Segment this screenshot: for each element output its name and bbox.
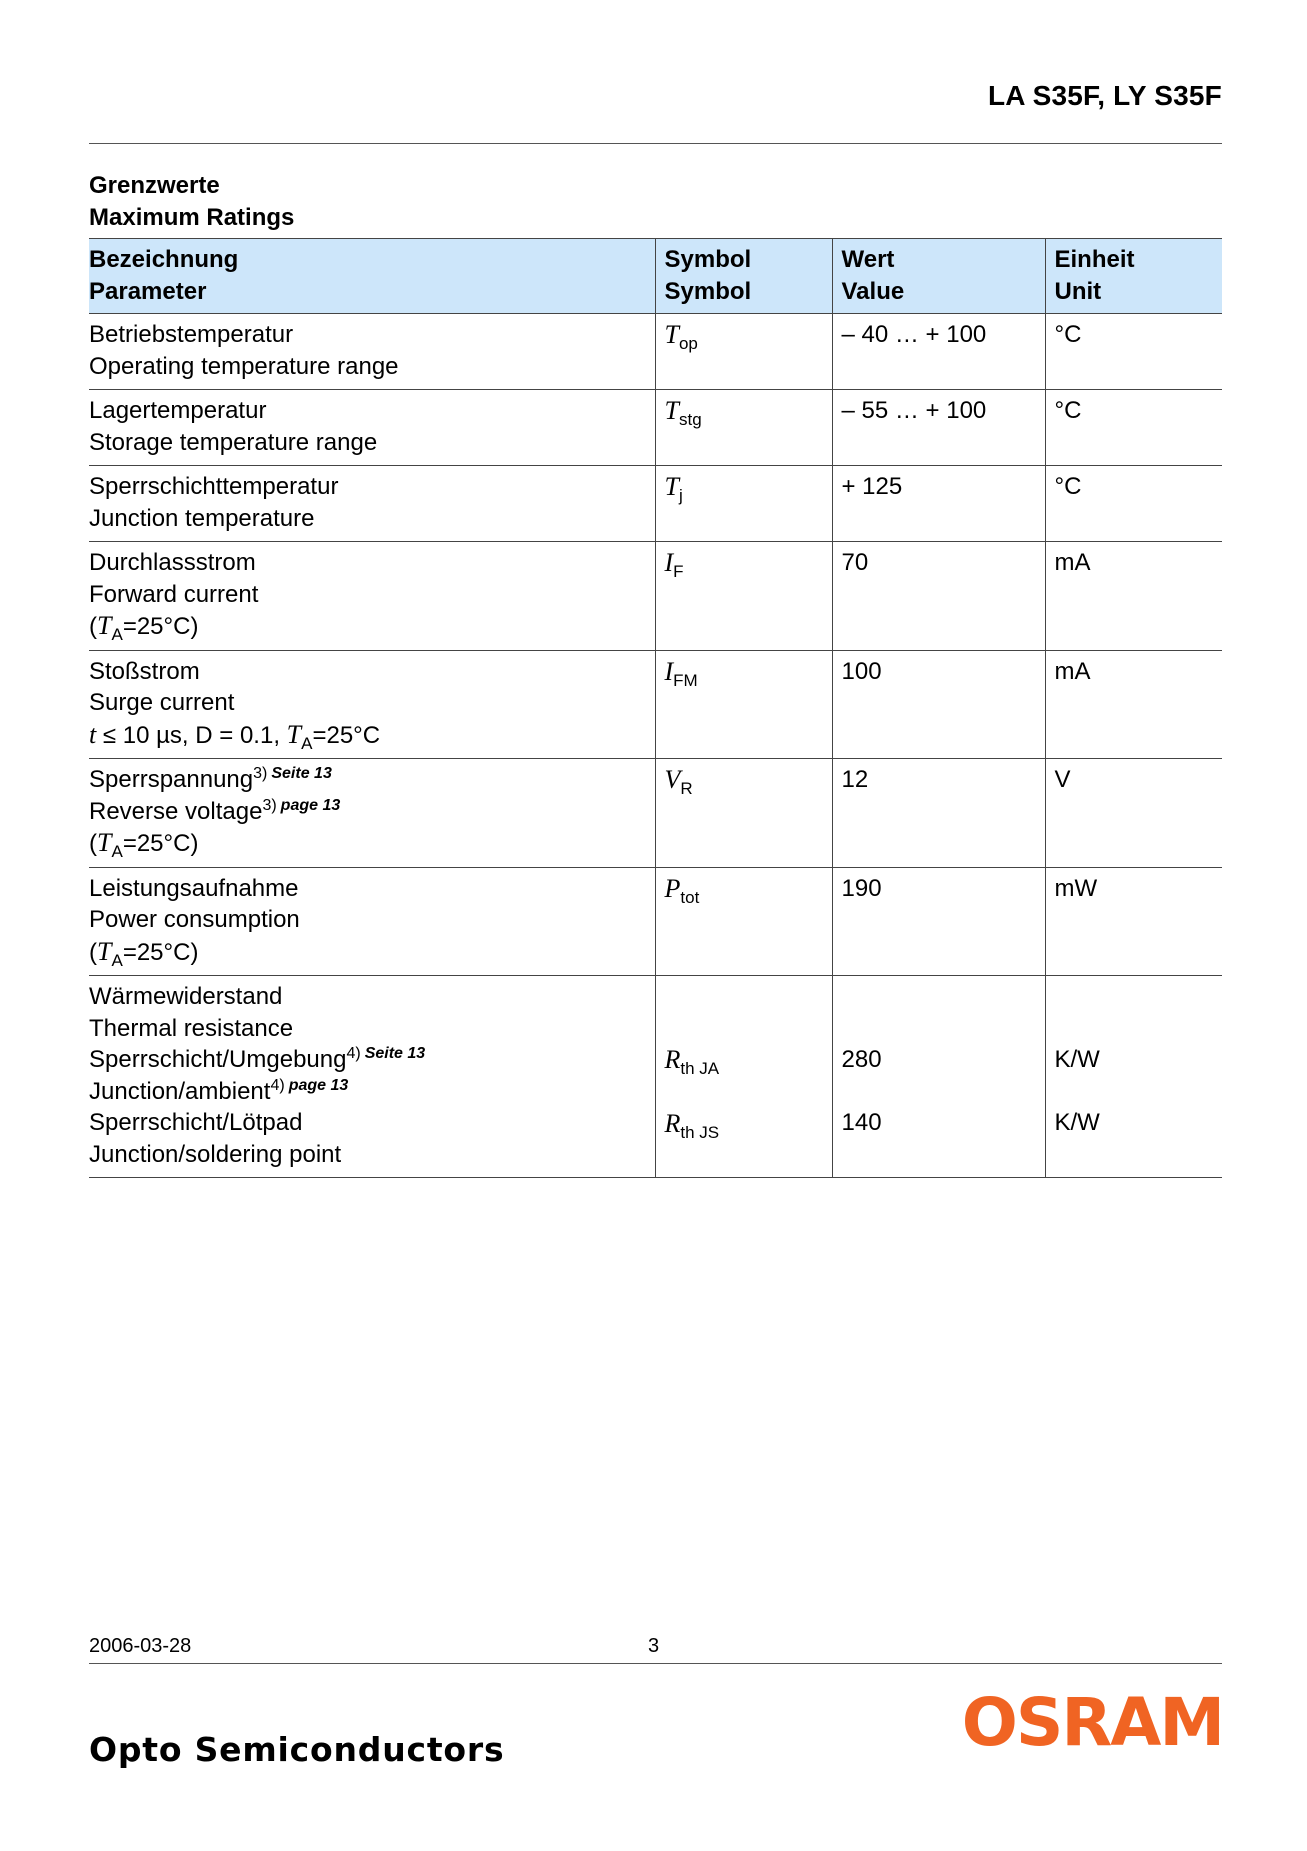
section-title-de: Grenzwerte <box>89 172 220 199</box>
value-cell: – 40 … + 100 <box>832 314 1045 390</box>
footnote-reference: page 13 <box>288 1076 349 1094</box>
document-title: LA S35F, LY S35F <box>987 80 1222 111</box>
footnote-reference: Seite 13 <box>364 1045 426 1062</box>
header-symbol: Symbol Symbol <box>655 239 832 314</box>
footnote-reference: page 13 <box>280 796 341 814</box>
table-row <box>89 976 1222 1178</box>
parameter-cell: Leistungsaufnahme Power consumption $(T_A=25^\circ C)$ <box>89 867 655 976</box>
unit-cell: °C <box>1045 466 1222 542</box>
footer-date: 2006-03-28 <box>89 1635 192 1657</box>
symbol-cell: $T_j$ <box>655 466 832 542</box>
table-header-row <box>89 239 1222 314</box>
header-unit: Einheit Unit <box>1045 239 1222 314</box>
section-title <box>89 170 294 234</box>
value-cell: + 125 <box>832 466 1045 542</box>
header-divider <box>89 143 1222 144</box>
symbol-cell: $T_{op}$ <box>655 314 832 390</box>
table-row <box>89 759 1222 868</box>
symbol-cell: $R_{th JA}$ $R_{th JS}$ <box>655 976 832 1178</box>
value-cell: 70 <box>832 542 1045 651</box>
unit-cell: mW <box>1045 867 1222 976</box>
value-cell: 190 <box>832 867 1045 976</box>
symbol-cell: $V_R$ <box>655 759 832 868</box>
table-row <box>89 867 1222 976</box>
condition-text: t ≤ 10 µs, D = 0.1, $T_A=25^\circ C$ <box>89 719 381 753</box>
unit-cell: V <box>1045 759 1222 868</box>
section-title-en: Maximum Ratings <box>89 204 295 231</box>
value-cell: – 55 … + 100 <box>832 390 1045 466</box>
value-cell: 280 140 <box>832 976 1045 1178</box>
unit-cell: mA <box>1045 542 1222 651</box>
maximum-ratings-table <box>89 238 1222 1178</box>
page-number: 3 <box>648 1635 660 1657</box>
condition-text: $(T_A=25^\circ C)$ <box>89 828 199 861</box>
symbol-cell: $I_F$ <box>655 542 832 651</box>
table-row <box>89 466 1222 542</box>
unit-cell: °C <box>1045 390 1222 466</box>
osram-logo: OSRAM <box>961 1684 1223 1761</box>
value-cell: 100 <box>832 650 1045 759</box>
parameter-cell: Sperrspannung$^{3)}$ $^{Seite 13}$ Reverse voltage$^{3)}$ $^{page 13}$ $(T_A=25^\circ C)$ <box>89 759 655 868</box>
header-parameter: Bezeichnung Parameter <box>89 239 655 314</box>
symbol-cell: $T_{stg}$ <box>655 390 832 466</box>
footnote-reference: Seite 13 <box>271 765 332 782</box>
table-row <box>89 542 1222 651</box>
parameter-cell: Durchlassstrom Forward current $(T_A=25^\circ C)$ <box>89 542 655 651</box>
condition-text: $(T_A=25^\circ C)$ <box>89 611 199 644</box>
symbol-cell: $I_{FM}$ <box>655 650 832 759</box>
value-cell: 12 <box>832 759 1045 868</box>
condition-text: $(T_A=25^\circ C)$ <box>89 936 199 970</box>
parameter-cell: Betriebstemperatur Operating temperature range <box>89 314 655 390</box>
parameter-cell: Sperrschichttemperatur Junction temperature <box>89 466 655 542</box>
company-division: Opto Semiconductors <box>89 1730 505 1769</box>
symbol-cell: $P_{tot}$ <box>655 867 832 976</box>
unit-cell: K/W K/W <box>1045 976 1222 1178</box>
unit-cell: mA <box>1045 650 1222 759</box>
parameter-cell: Wärmewiderstand Thermal resistance Sperrschicht/Umgebung$^{4)}$ $^{Seite 13}$ Junction/ambient$^{4)}$ $^{page 13}$ Sperrschicht/Lötpad Junction/soldering point <box>89 976 655 1178</box>
parameter-cell: Lagertemperatur Storage temperature range <box>89 390 655 466</box>
table-row <box>89 650 1222 759</box>
header-value: Wert Value <box>832 239 1045 314</box>
footer-divider <box>89 1663 1222 1664</box>
parameter-cell: Stoßstrom Surge current t ≤ 10 µs, D = 0.1, $T_A=25^\circ C$ <box>89 650 655 759</box>
unit-cell: °C <box>1045 314 1222 390</box>
table-row <box>89 314 1222 390</box>
table-row <box>89 390 1222 466</box>
